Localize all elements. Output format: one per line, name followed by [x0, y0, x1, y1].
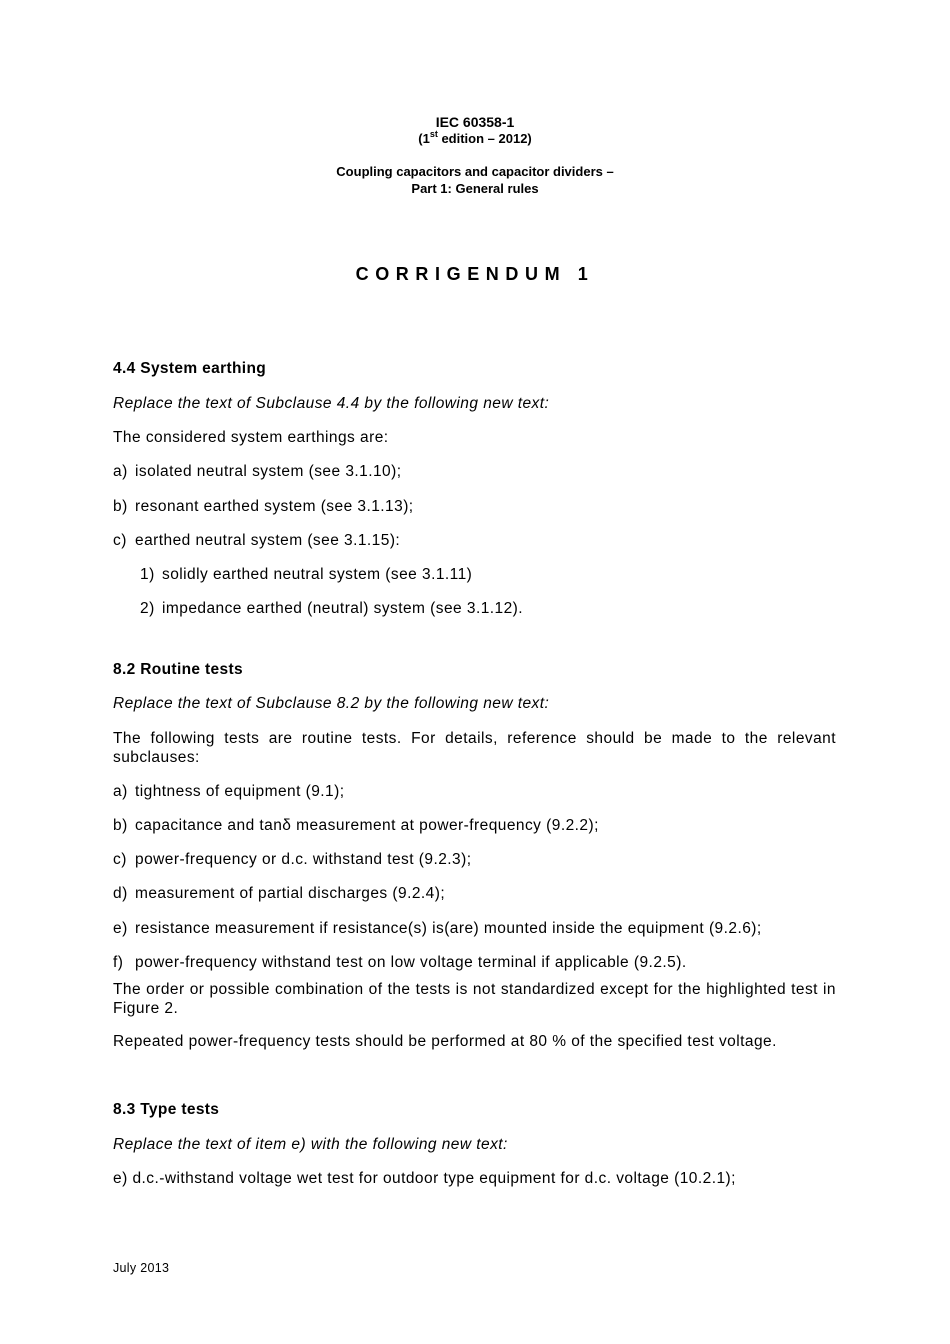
intro-4-4: The considered system earthings are: — [113, 429, 389, 446]
list-item — [113, 816, 599, 835]
list-item — [113, 919, 762, 938]
list-item-text: earthed neutral system (see 3.1.15): — [135, 532, 401, 549]
sub-list-item-text: solidly earthed neutral system (see 3.1.11) — [162, 566, 473, 583]
list-item-text: power-frequency withstand test on low voltage terminal if applicable (9.2.5). — [135, 954, 687, 971]
sub-list-item-text: impedance earthed (neutral) system (see 3.1.12). — [162, 600, 524, 617]
list-item — [113, 782, 345, 801]
list-item-label: b) — [113, 817, 128, 834]
list-item — [113, 497, 414, 516]
sub-list-item — [140, 599, 523, 618]
order-note: The order or possible combination of the tests is not standardized except for the highlighted test in Figure 2. — [113, 981, 836, 1017]
list-item-label: d) — [113, 885, 128, 902]
document-title-line2: Part 1: General rules — [411, 181, 539, 196]
type-test-item: e) d.c.-withstand voltage wet test for outdoor type equipment for d.c. voltage (10.2.1); — [113, 1170, 736, 1187]
footer-date: July 2013 — [113, 1261, 170, 1275]
sub-list-item-label: 1) — [140, 566, 155, 583]
section-heading-4-4: 4.4 System earthing — [113, 360, 267, 377]
list-item-label: f) — [113, 954, 124, 971]
list-item-text: resistance measurement if resistance(s) is(are) mounted inside the equipment (9.2.6); — [135, 920, 762, 937]
list-item-label: b) — [113, 498, 128, 515]
instruction-8-3: Replace the text of item e) with the following new text: — [113, 1136, 508, 1153]
edition-suffix: edition – 2012) — [437, 131, 532, 146]
edition-line — [0, 131, 950, 146]
edition-superscript: st — [429, 129, 438, 139]
list-item-text: resonant earthed system (see 3.1.13); — [135, 498, 414, 515]
document-title-line1: Coupling capacitors and capacitor dividers – — [336, 164, 614, 179]
intro-8-2: The following tests are routine tests. For details, reference should be made to the relevant subclauses: — [113, 730, 836, 766]
section-heading-8-3: 8.3 Type tests — [113, 1101, 220, 1118]
edition-prefix: (1 — [418, 131, 430, 146]
instruction-4-4: Replace the text of Subclause 4.4 by the following new text: — [113, 395, 550, 412]
repeat-note: Repeated power-frequency tests should be performed at 80 % of the specified test voltage. — [113, 1033, 777, 1050]
standard-number: IEC 60358-1 — [435, 114, 515, 130]
list-item-text: tightness of equipment (9.1); — [135, 783, 345, 800]
list-item — [113, 884, 445, 903]
list-item-label: a) — [113, 783, 128, 800]
list-item-text: capacitance and tanδ measurement at power-frequency (9.2.2); — [135, 817, 599, 834]
list-item-label: a) — [113, 463, 128, 480]
list-item — [113, 953, 687, 972]
list-item-text: isolated neutral system (see 3.1.10); — [135, 463, 402, 480]
sub-list-item — [140, 565, 472, 584]
list-item-text: measurement of partial discharges (9.2.4); — [135, 885, 446, 902]
list-item — [113, 850, 471, 869]
list-item — [113, 531, 400, 550]
list-item — [113, 462, 402, 481]
corrigendum-title: CORRIGENDUM 1 — [355, 264, 595, 284]
list-item-label: e) — [113, 920, 128, 937]
sub-list-item-label: 2) — [140, 600, 155, 617]
list-item-label: c) — [113, 532, 127, 549]
list-item-text: power-frequency or d.c. withstand test (9.2.3); — [135, 851, 472, 868]
section-heading-8-2: 8.2 Routine tests — [113, 661, 243, 678]
instruction-8-2: Replace the text of Subclause 8.2 by the following new text: — [113, 695, 550, 712]
list-item-label: c) — [113, 851, 127, 868]
